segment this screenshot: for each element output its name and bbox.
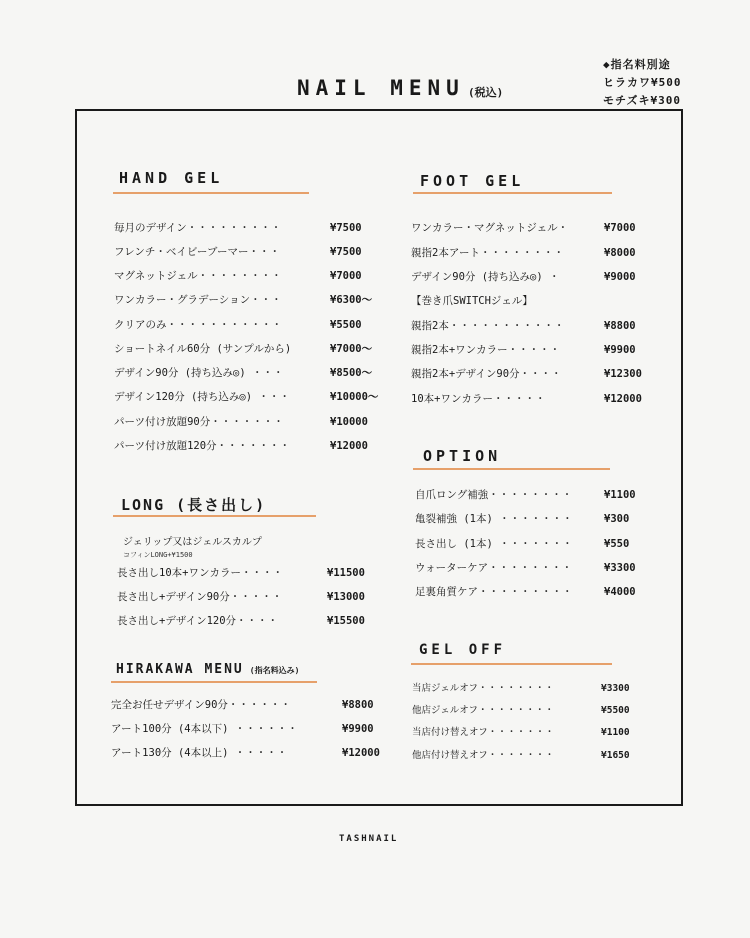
list-item	[415, 487, 636, 503]
item-price: ¥15500	[327, 615, 365, 627]
hirakawa-heading-text: HIRAKAWA MENU	[116, 662, 244, 677]
hirakawa-heading-note: (指名料込み)	[249, 666, 300, 675]
item-price: ¥13000	[327, 591, 365, 603]
item-price: ¥300	[604, 513, 630, 525]
item-name: 亀裂補強 (1本) ・・・・・・・	[415, 513, 573, 525]
item-price: ¥3300	[601, 683, 630, 694]
item-price: ¥12000	[342, 747, 380, 759]
item-price: ¥6300〜	[330, 294, 373, 306]
item-name: 親指2本アート・・・・・・・・	[411, 247, 565, 259]
item-name: 長さ出し+デザイン90分・・・・・	[117, 591, 283, 603]
item-price: ¥10000	[330, 416, 368, 428]
item-name: 当店付け替えオフ・・・・・・・	[412, 727, 555, 738]
hirakawa-heading	[116, 662, 299, 677]
list-item	[111, 721, 374, 737]
section-rule	[113, 515, 316, 517]
item-price: ¥5500	[330, 319, 362, 331]
tax-note: (税込)	[468, 86, 504, 99]
section-rule	[411, 663, 612, 665]
item-price: ¥1650	[601, 750, 630, 761]
option-heading: OPTION	[423, 447, 502, 465]
item-price: ¥9900	[342, 723, 374, 735]
list-item	[411, 318, 636, 334]
item-price: ¥8800	[342, 699, 374, 711]
item-name: 親指2本+ワンカラー・・・・・	[411, 344, 561, 356]
item-name: デザイン90分 (持ち込み◎) ・	[411, 271, 560, 283]
list-item	[114, 389, 379, 405]
section-rule	[413, 468, 610, 470]
item-price: ¥7500	[330, 222, 362, 234]
long-note-small: コフィンLONG+¥1500	[123, 551, 193, 559]
item-name: 自爪ロング補強・・・・・・・・	[415, 489, 573, 501]
list-item	[412, 748, 630, 764]
list-item	[114, 317, 362, 333]
item-name: ワンカラー・グラデーション・・・	[114, 294, 282, 306]
item-price: ¥8000	[604, 247, 636, 259]
item-name: パーツ付け放題90分・・・・・・・	[114, 416, 284, 428]
list-item	[415, 584, 636, 600]
section-rule	[413, 192, 612, 194]
item-price: ¥1100	[601, 727, 630, 738]
list-item	[117, 565, 365, 581]
item-price: ¥550	[604, 538, 630, 550]
foot-gel-heading: FOOT GEL	[420, 172, 525, 190]
item-name: ワンカラー・マグネットジェル・	[411, 222, 569, 234]
item-price: ¥11500	[327, 567, 365, 579]
hand-gel-heading: HAND GEL	[119, 169, 224, 187]
item-name: 長さ出し+デザイン120分・・・・	[117, 615, 279, 627]
item-name: アート100分 (4本以下) ・・・・・・	[111, 723, 298, 735]
list-item	[117, 613, 365, 629]
item-name: 完全お任せデザイン90分・・・・・・	[111, 699, 291, 711]
nomination-line: モチズキ¥300	[603, 94, 682, 107]
long-heading: LONG (長さ出し)	[121, 496, 267, 514]
item-price: ¥9900	[604, 344, 636, 356]
item-price: ¥7000〜	[330, 343, 373, 355]
list-item	[412, 681, 630, 697]
item-price: ¥10000〜	[330, 391, 379, 403]
section-rule	[113, 192, 309, 194]
item-name: ショートネイル60分 (サンプルから)	[114, 343, 292, 355]
item-name: 10本+ワンカラー・・・・・	[411, 393, 546, 405]
item-name: 長さ出し (1本) ・・・・・・・	[415, 538, 573, 550]
item-name: 他店ジェルオフ・・・・・・・・	[412, 705, 555, 716]
item-price: ¥12300	[604, 368, 642, 380]
item-name: フレンチ・ベイビーブーマー・・・	[114, 246, 281, 258]
item-name: 親指2本・・・・・・・・・・・	[411, 320, 565, 332]
item-name: ウォーターケア・・・・・・・・	[415, 562, 573, 574]
item-price: ¥5500	[601, 705, 630, 716]
list-item	[415, 511, 630, 527]
list-item	[411, 220, 636, 236]
list-item	[415, 560, 636, 576]
item-name: パーツ付け放題120分・・・・・・・	[114, 440, 291, 452]
list-item	[412, 725, 630, 741]
nomination-fee-note	[603, 56, 682, 110]
list-item	[114, 220, 362, 236]
list-item	[114, 365, 373, 381]
item-price: ¥1100	[604, 489, 636, 501]
list-item	[412, 703, 630, 719]
list-item	[111, 745, 380, 761]
item-name: 長さ出し10本+ワンカラー・・・・	[117, 567, 283, 579]
list-item	[411, 366, 642, 382]
nomination-line: ヒラカワ¥500	[603, 76, 682, 89]
nomination-line: ◆指名料別途	[603, 58, 671, 71]
list-item	[114, 292, 373, 308]
list-item	[114, 438, 368, 454]
item-name: アート130分 (4本以上) ・・・・・	[111, 747, 288, 759]
section-rule	[111, 681, 317, 683]
list-item	[411, 391, 642, 407]
list-item	[415, 536, 630, 552]
item-name: 当店ジェルオフ・・・・・・・・	[412, 683, 555, 694]
item-name: マグネットジェル・・・・・・・・	[114, 270, 282, 282]
item-price: ¥7000	[330, 270, 362, 282]
item-price: ¥12000	[330, 440, 368, 452]
item-price: ¥9000	[604, 271, 636, 283]
list-item	[411, 342, 636, 358]
item-price: ¥4000	[604, 586, 636, 598]
item-price: ¥8800	[604, 320, 636, 332]
list-item	[114, 268, 362, 284]
item-price: ¥7500	[330, 246, 362, 258]
list-item	[114, 244, 362, 260]
item-name: 足裏角質ケア・・・・・・・・・	[415, 586, 573, 598]
item-name: クリアのみ・・・・・・・・・・・	[114, 319, 282, 331]
list-item	[411, 293, 533, 309]
gel-off-heading: GEL OFF	[419, 642, 507, 658]
list-item	[411, 269, 636, 285]
list-item	[111, 697, 374, 713]
item-name: 【巻き爪SWITCHジェル】	[411, 295, 533, 307]
page-title: NAIL MENU	[297, 76, 465, 100]
long-note: ジェリップ又はジェルスカルプ	[123, 537, 262, 548]
item-price: ¥12000	[604, 393, 642, 405]
item-price: ¥8500〜	[330, 367, 373, 379]
item-name: 毎月のデザイン・・・・・・・・・	[114, 222, 282, 234]
list-item	[114, 341, 373, 357]
list-item	[114, 414, 368, 430]
brand-footer: TASHNAIL	[339, 834, 399, 844]
list-item	[117, 589, 365, 605]
list-item	[411, 245, 636, 261]
item-price: ¥3300	[604, 562, 636, 574]
item-name: 他店付け替えオフ・・・・・・・	[412, 750, 555, 761]
item-name: 親指2本+デザイン90分・・・・	[411, 368, 562, 380]
item-name: デザイン90分 (持ち込み◎) ・・・	[114, 367, 284, 379]
item-name: デザイン120分 (持ち込み◎) ・・・	[114, 391, 290, 403]
item-price: ¥7000	[604, 222, 636, 234]
